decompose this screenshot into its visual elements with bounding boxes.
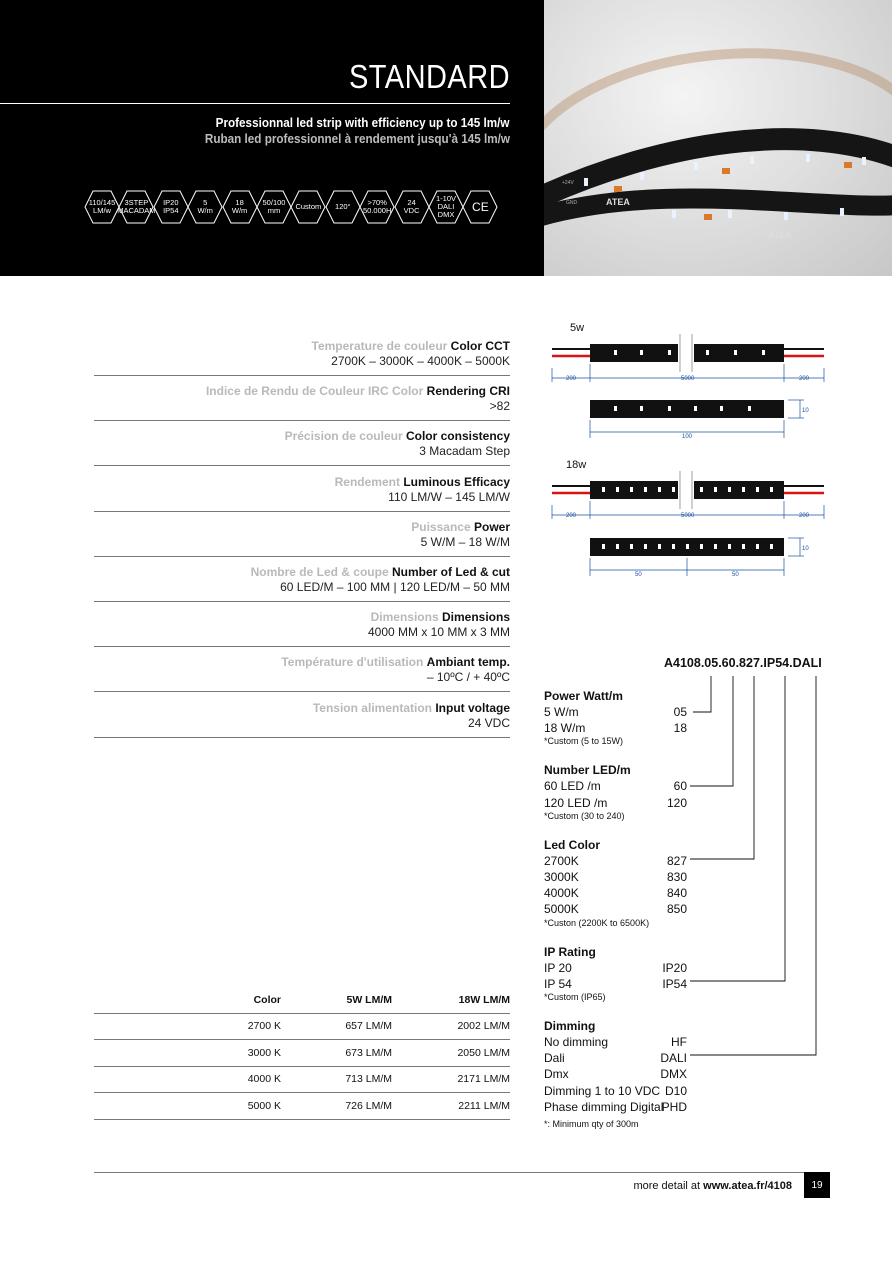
strip-marking: +24V [562, 180, 574, 186]
spec-divider [94, 601, 510, 602]
footer-prefix: more detail at [633, 1180, 704, 1192]
spec-label-en: Ambiant temp. [426, 655, 510, 670]
spec-row [94, 565, 510, 594]
strip-brand: ATEA [606, 197, 630, 207]
spec-divider [94, 511, 510, 512]
dim-cut-18w-b: 50 [732, 572, 739, 578]
order-option-code: DALI [660, 1051, 687, 1066]
order-option-label: 5000K [544, 902, 579, 917]
table-divider [94, 1092, 510, 1093]
table-cell: 2700 K [247, 1020, 281, 1032]
spec-divider [94, 465, 510, 466]
spec-label-fr: Puissance [411, 519, 471, 534]
order-group-note: *Custom (30 to 240) [544, 810, 625, 821]
product-photo [544, 0, 892, 276]
order-option-code: 840 [666, 886, 687, 901]
dim-length-18w: 5000 [681, 513, 695, 519]
spec-row [94, 610, 510, 639]
order-option-code: 120 [666, 795, 687, 810]
spec-row [94, 339, 510, 368]
subtitle-french: Ruban led professionnel à rendement jusqu'à 145 lm/w [204, 131, 510, 146]
order-group-note: *Custom (IP65) [544, 992, 606, 1002]
badge-label: 120° [335, 202, 351, 211]
order-group-title: IP Rating [544, 944, 596, 959]
spec-label-en: Input voltage [435, 700, 510, 715]
order-group-title: Power Watt/m [544, 689, 623, 703]
lifetime-badge [359, 190, 395, 224]
label-5w: 5w [570, 322, 585, 334]
dim-cut-18w-a: 50 [635, 572, 642, 578]
page-title: STANDARD [348, 58, 510, 95]
table-divider [94, 1119, 510, 1120]
dim-width-5w: 10 [802, 408, 809, 414]
spec-divider [94, 556, 510, 557]
order-option-label: 5 W/m [544, 705, 579, 719]
spec-label-fr: Précision de couleur [284, 429, 403, 444]
spec-value: – 10ºC / + 40ºC [426, 670, 510, 685]
order-option-code: 60 [673, 779, 687, 794]
dim-lead-right: 200 [799, 376, 810, 382]
table-divider [94, 1066, 510, 1067]
order-option-label: 60 LED /m [544, 779, 601, 794]
order-option-label: IP 54 [544, 976, 572, 991]
dim-cut-5w: 100 [682, 434, 693, 440]
spec-value: 5 W/M – 18 W/M [420, 534, 510, 549]
spec-row [94, 475, 510, 504]
spec-label-fr: Rendement [334, 474, 400, 489]
spec-label-en: Power [473, 519, 510, 534]
order-option-label: Phase dimming Digital [544, 1099, 664, 1114]
spec-row [94, 701, 510, 730]
badge-label: Custom [295, 202, 322, 211]
spec-label-en: Color CCT [450, 339, 510, 353]
table-header: Color [253, 994, 281, 1006]
led-strip-photo [544, 0, 892, 276]
spec-row [94, 655, 510, 684]
feature-badges [84, 190, 514, 226]
custom-badge [290, 190, 326, 224]
order-option-label: 3000K [544, 870, 579, 884]
order-option-code: 827 [666, 853, 687, 868]
cut-scissors-badge [256, 190, 292, 224]
order-group-title: Led Color [544, 837, 600, 852]
ce-mark-badge [462, 190, 498, 224]
power-18w-badge [222, 190, 258, 224]
spec-divider [94, 646, 510, 647]
order-option-code: IP54 [662, 976, 687, 991]
order-option-label: IP 20 [544, 960, 572, 975]
table-cell: 5000 K [247, 1099, 281, 1112]
order-option-code: 18 [673, 721, 687, 736]
spec-label-fr: Dimensions [370, 610, 439, 625]
page-number: 19 [804, 1172, 830, 1198]
spec-row [94, 520, 510, 549]
footer-divider [94, 1172, 804, 1173]
order-option-code: PHD [661, 1099, 687, 1114]
beam-angle-badge [325, 190, 361, 224]
table-divider [94, 1039, 510, 1040]
order-option-label: 4000K [544, 886, 579, 901]
ip-rating-badge [153, 190, 189, 224]
spec-value: 2700K – 3000K – 4000K – 5000K [331, 354, 510, 368]
spec-label-fr: Tension alimentation [312, 700, 432, 715]
badge-label: CE [472, 200, 489, 214]
table-cell: 713 LM/M [345, 1073, 392, 1085]
spec-label-fr: Température d'utilisation [281, 655, 424, 670]
efficiency-badge [84, 190, 120, 224]
order-option-code: 830 [666, 870, 687, 884]
table-header: 5W LM/M [346, 994, 392, 1006]
segment-5w [590, 400, 784, 418]
dim-width-18w: 10 [802, 546, 809, 552]
order-option-code: D10 [664, 1083, 687, 1098]
spec-label-en: Rendering CRI [426, 384, 510, 399]
spec-row [94, 429, 510, 458]
spec-divider [94, 691, 510, 692]
badge-label: 1-10V DALI DMX [435, 194, 456, 219]
table-cell: 673 LM/M [345, 1046, 392, 1059]
badge-label: 110/145 LM/w [88, 198, 116, 215]
spec-divider [94, 737, 510, 738]
order-group-note: *Custon (2200K to 6500K) [544, 917, 650, 928]
order-group-note: *Custom (5 to 15W) [544, 736, 624, 747]
power-5w-badge [187, 190, 223, 224]
dim-lead-right-18w: 200 [799, 513, 810, 519]
strip-brand-2: ATEA [768, 230, 792, 240]
order-option-code: IP20 [662, 960, 687, 975]
dimming-badge [428, 190, 464, 224]
table-cell: 3000 K [247, 1046, 281, 1059]
spec-value: 24 VDC [467, 715, 510, 730]
macadam-badge [118, 190, 154, 224]
table-cell: 2050 LM/M [457, 1046, 510, 1059]
spec-label-en: Luminous Efficacy [403, 474, 510, 489]
table-header: 18W LM/M [458, 994, 510, 1006]
badge-label: IP20 IP54 [163, 198, 179, 215]
spec-label-en: Color consistency [405, 429, 510, 444]
label-18w: 18w [566, 459, 587, 471]
order-option-label: Dali [544, 1051, 565, 1066]
order-option-code: DMX [660, 1067, 687, 1082]
order-group-title: Dimming [544, 1019, 596, 1033]
spec-label-en: Dimensions [441, 610, 510, 625]
voltage-badge [394, 190, 430, 224]
footer-url[interactable]: www.atea.fr/4108 [703, 1180, 792, 1192]
spec-divider [94, 375, 510, 376]
title-divider [0, 103, 510, 104]
order-option-label: Dimming 1 to 10 VDC [544, 1083, 661, 1098]
table-cell: 726 LM/M [345, 1099, 392, 1112]
spec-label-fr: Indice de Rendu de Couleur IRC Color [205, 384, 424, 399]
footer-link-text [633, 1180, 792, 1192]
order-group-title: Number LED/m [544, 763, 631, 778]
strip-drawings [544, 316, 834, 586]
subtitle-english: Professionnal led strip with efficiency up to 145 lm/w [216, 115, 510, 130]
badge-label: 24 VDC [403, 198, 420, 215]
table-cell: 2211 LM/M [458, 1099, 510, 1112]
spec-value: >82 [489, 399, 510, 414]
spec-divider [94, 420, 510, 421]
spec-label-fr: Nombre de Led & coupe [250, 565, 389, 579]
table-divider [94, 1013, 510, 1014]
spec-row [94, 384, 510, 413]
order-option-label: No dimming [544, 1035, 609, 1049]
order-option-code: HF [671, 1035, 687, 1049]
strip-marking-gnd: GND [566, 200, 578, 206]
badge-label: 50/100 mm [262, 198, 286, 215]
order-option-label: 120 LED /m [544, 795, 608, 810]
dim-length: 5000 [681, 376, 695, 382]
spec-value: 4000 MM x 10 MM x 3 MM [367, 625, 510, 640]
badge-label: 3STEP MACADAM [117, 198, 156, 215]
order-option-label: Dmx [544, 1067, 569, 1082]
badge-label: 5 W/m [197, 198, 213, 215]
order-option-label: 2700K [544, 853, 579, 868]
table-cell: 2002 LM/M [457, 1020, 510, 1032]
spec-value: 3 Macadam Step [419, 444, 510, 459]
spec-label-en: Number of Led & cut [391, 565, 510, 579]
badge-label: 18 W/m [231, 198, 248, 215]
spec-value: 60 LED/M – 100 MM | 120 LED/M – 50 MM [280, 580, 510, 594]
dim-lead-left-18w: 200 [566, 513, 577, 519]
order-option-code: 850 [666, 902, 687, 917]
spec-label-fr: Temperature de couleur [311, 339, 448, 353]
order-option-label: 18 W/m [544, 721, 586, 736]
min-qty-note: *: Minimum qty of 300m [544, 1119, 639, 1129]
table-cell: 4000 K [247, 1073, 281, 1085]
order-option-code: 05 [673, 705, 687, 719]
badge-label: >70% 50.000H [363, 198, 392, 215]
spec-value: 110 LM/W – 145 LM/W [388, 489, 510, 504]
dim-lead-left: 200 [566, 376, 577, 382]
order-code: A4108.05.60.827.IP54.DALI [664, 656, 822, 670]
table-cell: 657 LM/M [345, 1020, 392, 1032]
table-cell: 2171 LM/M [457, 1073, 510, 1085]
